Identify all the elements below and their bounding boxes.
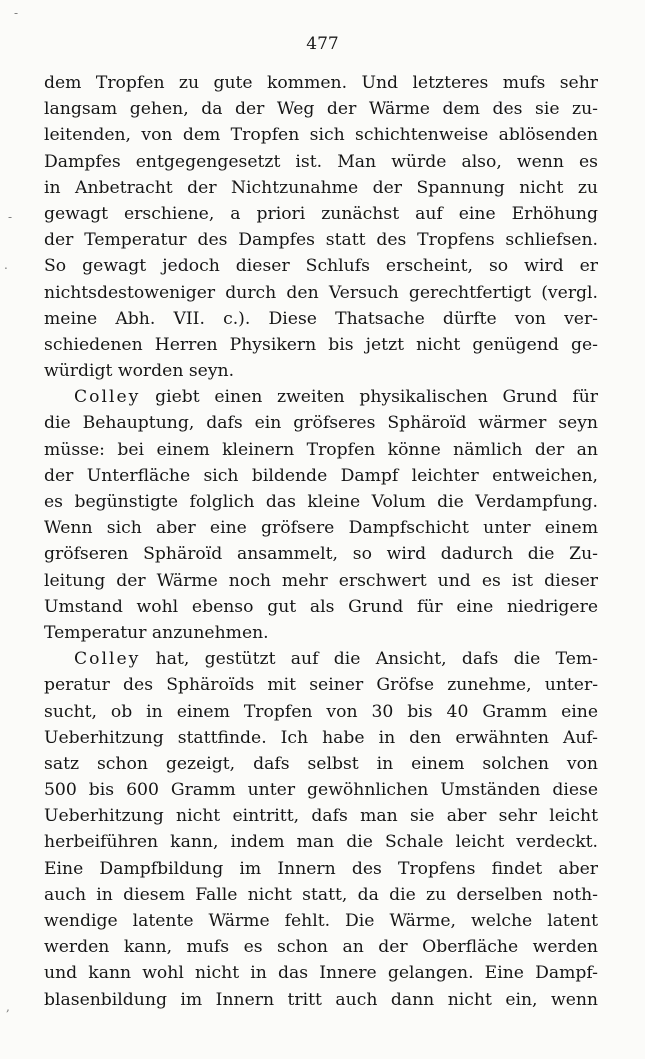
text-line: und kann wohl nicht in das Innere gelangen. Eine Dampf- — [44, 963, 598, 984]
text-line: satz schon gezeigt, dafs selbst in einem solchen von — [44, 753, 598, 774]
text-line: meine Abh. VII. c.). Diese Thatsache dürfte von ver- — [44, 308, 598, 329]
text-line: Temperatur anzunehmen. — [44, 622, 269, 643]
body-text — [44, 70, 598, 1013]
text-line: hat, gestützt auf die Ansicht, dafs die Tem- — [155, 649, 598, 670]
author-name: Colley — [74, 387, 141, 408]
paragraph-start — [44, 646, 598, 672]
scan-speck: - — [14, 6, 19, 20]
text-line: die Behauptung, dafs ein gröfseres Sphäroïd wärmer seyn — [44, 413, 598, 434]
text-line: langsam gehen, da der Weg der Wärme dem des sie zu- — [44, 99, 598, 120]
text-line: Eine Dampfbildung im Innern des Tropfens findet aber — [44, 858, 598, 879]
text-line: So gewagt jedoch dieser Schlufs erscheint, so wird er — [44, 256, 598, 277]
text-line: Dampfes entgegengesetzt ist. Man würde also, wenn es — [44, 151, 598, 172]
text-line: Umstand wohl ebenso gut als Grund für eine niedrigere — [44, 596, 598, 617]
text-line: sucht, ob in einem Tropfen von 30 bis 40 Gramm eine — [44, 701, 598, 722]
text-line: 500 bis 600 Gramm unter gewöhnlichen Umständen diese — [44, 780, 598, 801]
text-line: leitung der Wärme noch mehr erschwert und es ist dieser — [44, 570, 598, 591]
text-line: gewagt erschiene, a priori zunächst auf eine Erhöhung — [44, 203, 598, 224]
text-line: würdigt worden seyn. — [44, 361, 235, 382]
text-line: es begünstigte folglich das kleine Volum die Verdampfung. — [44, 492, 598, 512]
text-line: nichtsdestoweniger durch den Versuch gerechtfertigt (vergl. — [44, 282, 598, 303]
scan-speck: - — [8, 210, 13, 224]
text-line: in Anbetracht der Nichtzunahme der Spannung nicht zu — [44, 177, 598, 198]
text-line: schiedenen Herren Physikern bis jetzt nicht genügend ge- — [44, 334, 598, 355]
text-line: der Unterfläche sich bildende Dampf leichter entweichen, — [44, 465, 598, 486]
text-line: gröfseren Sphäroïd ansammelt, so wird dadurch die Zu- — [44, 544, 598, 565]
paragraph-start — [44, 384, 598, 410]
author-name: Colley — [74, 649, 141, 670]
text-line: blasenbildung im Innern tritt auch dann nicht ein, wenn — [44, 989, 598, 1010]
text-line: giebt einen zweiten physikalischen Grund für — [155, 387, 598, 408]
text-line: auch in diesem Falle nicht statt, da die zu derselben noth- — [44, 884, 598, 905]
scan-speck: , — [6, 1000, 10, 1014]
text-line: dem Tropfen zu gute kommen. Und letzteres mufs sehr — [44, 73, 598, 93]
text-line: müsse: bei einem kleinern Tropfen könne nämlich der an — [44, 439, 598, 460]
page-number: 477 — [306, 34, 339, 54]
text-line: Ueberhitzung nicht eintritt, dafs man sie aber sehr leicht — [44, 806, 598, 827]
text-line: leitenden, von dem Tropfen sich schichtenweise ablösenden — [44, 125, 598, 146]
text-line: der Temperatur des Dampfes statt des Tropfens schliefsen. — [44, 230, 598, 251]
text-line: werden kann, mufs es schon an der Oberfläche werden — [44, 937, 598, 958]
text-line: wendige latente Wärme fehlt. Die Wärme, welche latent — [44, 911, 598, 931]
text-line: Ueberhitzung stattfinde. Ich habe in den erwähnten Auf- — [44, 727, 598, 748]
scan-speck: . — [4, 258, 8, 272]
text-line: Wenn sich aber eine gröfsere Dampfschicht unter einem — [44, 518, 598, 539]
text-line: herbeiführen kann, indem man die Schale leicht verdeckt. — [44, 832, 598, 853]
text-line: peratur des Sphäroïds mit seiner Gröfse zunehme, unter- — [44, 675, 598, 696]
